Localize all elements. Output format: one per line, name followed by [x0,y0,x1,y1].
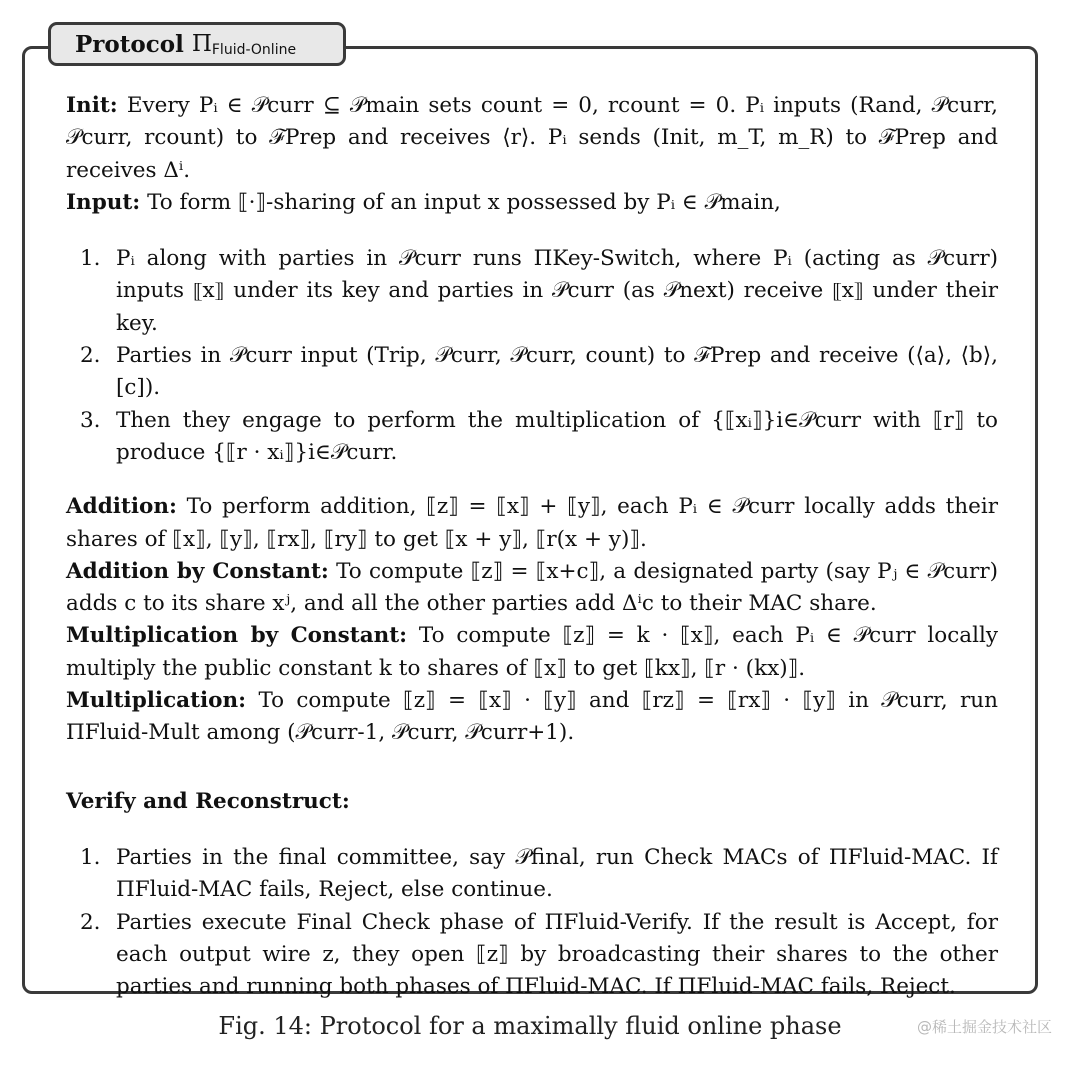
input-paragraph [66,187,998,219]
verify-paragraph [66,786,998,818]
step-number: 2. [80,909,101,935]
step-number: 2. [80,343,101,369]
step-number: 3. [80,407,101,433]
step-text: Parties execute Final Check phase of ΠFluid-Verify. If the result is Accept, for each output wire z, they open ⟦z⟧ by broadcasting their shares to the other parties and running both phases of ΠFluid-MAC. If ΠFluid-MAC fails, Reject. [116,909,998,1000]
init-text: Every Pᵢ ∈ 𝒫curr ⊆ 𝒫main sets count = 0, rcount = 0. Pᵢ inputs (Rand, 𝒫curr, 𝒫curr, rcount) to ℱPrep and receives ⟨r⟩. Pᵢ sends (Init, m_T, m_R) to ℱPrep and receives Δⁱ. [66,93,998,183]
init-heading: Init: [66,93,118,118]
watermark-text: @稀土掘金技术社区 [916,1018,1052,1036]
step-text: Then they engage to perform the multiplication of {⟦xᵢ⟧}i∈𝒫curr with ⟦r⟧ to produce {⟦r · xᵢ⟧}i∈𝒫curr. [116,407,998,465]
verify-step [66,907,998,1004]
addition-constant-text: To compute ⟦z⟧ = ⟦x+c⟧, a designated party (say Pⱼ ∈ 𝒫curr) adds c to its share xʲ, and all the other parties add Δⁱc to their MAC share. [66,558,999,617]
protocol-title-tab [48,22,346,66]
step-text: Parties in 𝒫curr input (Trip, 𝒫curr, 𝒫curr, count) to ℱPrep and receive (⟨a⟩, ⟨b⟩, [c]). [116,343,998,401]
input-steps [66,243,998,469]
addition-heading: Addition: [66,494,177,520]
input-text: To form ⟦·⟧-sharing of an input x possessed by Pᵢ ∈ 𝒫main, [147,189,781,215]
input-heading: Input: [66,189,141,215]
verify-step [66,842,998,907]
protocol-title-subscript: Fluid-Online [211,42,297,58]
multiplication-paragraph [66,685,998,750]
addition-paragraph [66,491,998,556]
init-paragraph [66,90,998,187]
addition-constant-heading: Addition by Constant: [66,558,329,584]
input-step [66,405,998,470]
multiplication-heading: Multiplication: [66,688,247,714]
figure-caption: Fig. 14: Protocol for a maximally fluid online phase [218,1012,842,1040]
verify-heading: Verify and Reconstruct: [66,788,350,814]
input-step [66,340,998,405]
verify-steps [66,842,998,1003]
step-number: 1. [80,844,101,870]
protocol-title-label: Protocol [75,30,184,58]
input-step [66,243,998,340]
step-number: 1. [80,246,101,272]
addition-text: To perform addition, ⟦z⟧ = ⟦x⟧ + ⟦y⟧, each Pᵢ ∈ 𝒫curr locally adds their shares of ⟦x⟧, ⟦y⟧, ⟦rx⟧, ⟦ry⟧ to get ⟦x + y⟧, ⟦r(x + y)⟧. [66,494,998,552]
multiplication-constant-heading: Multiplication by Constant: [66,623,408,649]
step-text: Pᵢ along with parties in 𝒫curr runs ΠKey-Switch, where Pᵢ (acting as 𝒫curr) inputs ⟦x⟧ under its key and parties in 𝒫curr (as 𝒫next) receive ⟦x⟧ under their key. [116,246,998,336]
multiplication-constant-paragraph [66,620,998,685]
multiplication-constant-text: To compute ⟦z⟧ = k · ⟦x⟧, each Pᵢ ∈ 𝒫curr locally multiply the public constant k to shares of ⟦x⟧ to get ⟦kx⟧, ⟦r · (kx)⟧. [66,623,998,681]
protocol-title-symbol: Π [191,31,212,57]
addition-constant-paragraph [66,556,998,621]
protocol-content [66,90,998,1003]
step-text: Parties in the final committee, say 𝒫final, run Check MACs of ΠFluid-MAC. If ΠFluid-MAC fails, Reject, else continue. [116,844,998,903]
multiplication-text: To compute ⟦z⟧ = ⟦x⟧ · ⟦y⟧ and ⟦rz⟧ = ⟦rx⟧ · ⟦y⟧ in 𝒫curr, run ΠFluid-Mult among (𝒫curr-1, 𝒫curr, 𝒫curr+1). [66,688,998,746]
